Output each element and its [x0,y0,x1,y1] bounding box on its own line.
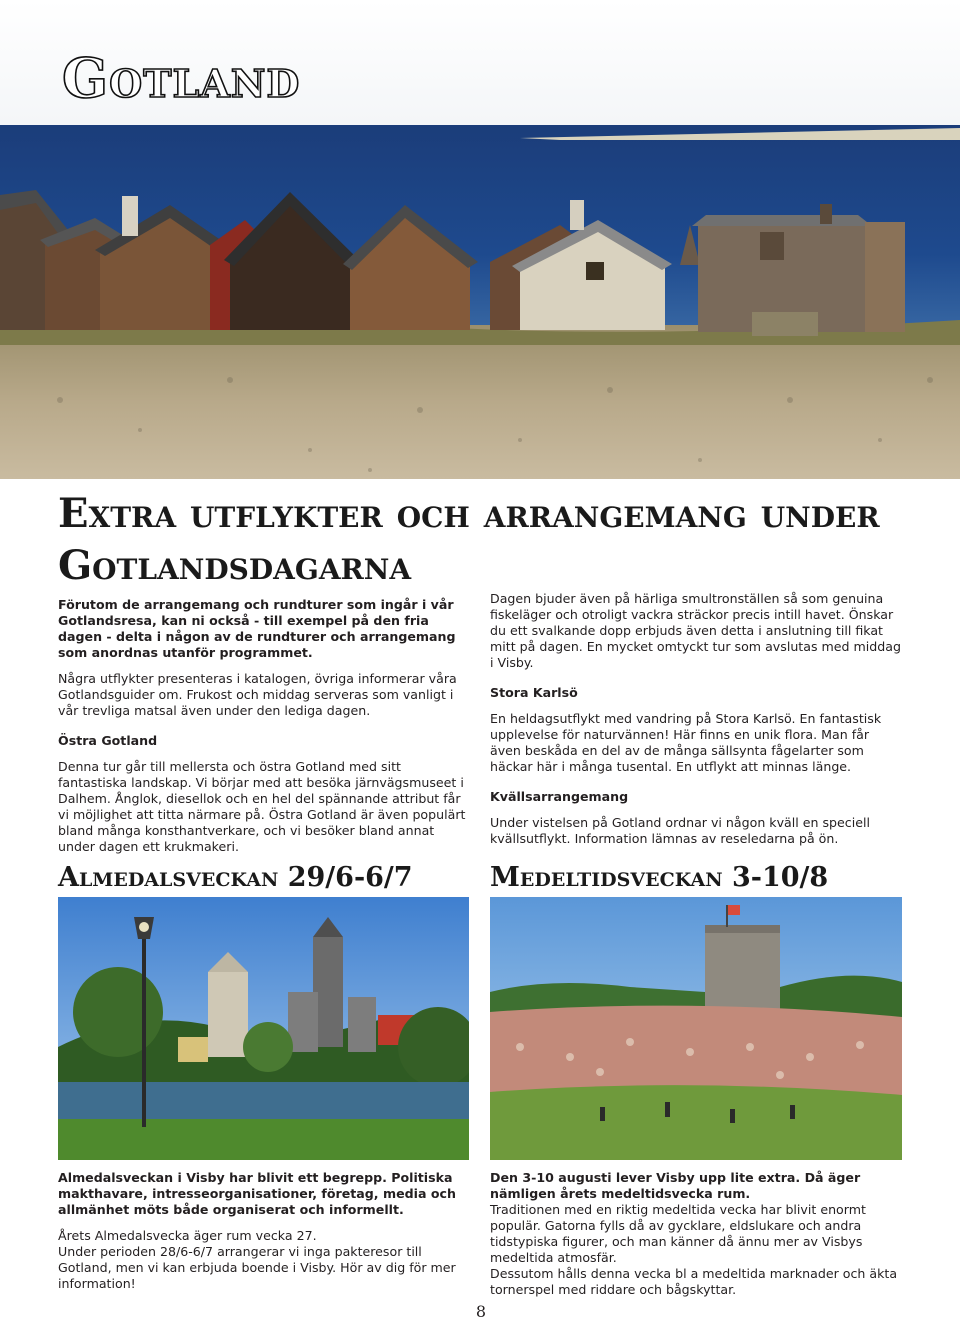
medeltidsveckan-caption-text1: Traditionen med en riktig medeltida vecka har blivit enormt populär. Gatorna fylls då av gycklare, eldslukare och andra tidstypiska figurer, och man känner då ännu mer av Visbys medeltida atmosfär. [490,1202,866,1265]
medeltidsveckan-caption-text2: Dessutom hålls denna vecka bl a medeltida marknader och äkta tornerspel med riddare och bågskyttar. [490,1266,898,1297]
medeltidsveckan-heading: Medeltidsveckan 3-10/8 [490,862,829,893]
medeltidsveckan-caption-bold: Den 3-10 augusti lever Visby upp lite extra. Då äger nämligen årets medeltidsvecka rum. [490,1170,861,1201]
almedalsveckan-caption-line2: Under perioden 28/6-6/7 arrangerar vi inga pakteresor till Gotland, men vi kan erbjuda boende i Visby. Hör av dig för mer information! [58,1244,456,1291]
kvallsarrangemang-title: Kvällsarrangemang [490,789,629,804]
page-number: 8 [475,1302,487,1321]
almedalsveckan-caption-line1: Årets Almedalsvecka äger rum vecka 27. [58,1228,317,1243]
almedalen-visby-photo [58,897,469,1160]
medeltidsveckan-caption [490,1170,902,1298]
right-column [490,591,902,857]
almedalsveckan-caption [58,1170,470,1302]
intro-bold: Förutom de arrangemang och rundturer som ingår i vår Gotlandsresa, kan ni också - till exempel på den fria dagen - delta i någon av de rundturer och arrangemang som anordnas utanför programmet. [58,597,456,660]
medeltidsveckan-tournament-photo [490,897,902,1160]
almedalsveckan-heading: Almedalsveckan 29/6-6/7 [58,862,413,893]
ostra-gotland-title: Östra Gotland [58,733,158,748]
stora-karlso-title: Stora Karlsö [490,685,578,700]
right-intro-text: Dagen bjuder även på härliga smultronställen så som genuina fiskeläger och otroligt vackra sträckor precis intill havet. Önskar du ett svalkande dopp erbjuds även detta i anslutning till fikat mitt på dagen. En mycket omtyckt tur som avslutas med middag i Visby. [490,591,901,670]
intro-text: Några utflykter presenteras i katalogen, övriga informerar våra Gotlandsguider om. Frukost och middag serveras som vanligt i vår trevliga matsal även under den lediga dagen. [58,671,457,718]
almedalsveckan-caption-bold: Almedalsveckan i Visby har blivit ett begrepp. Politiska makthavare, intresseorganisationer, företag, media och allmänhet möts både organiserat och informellt. [58,1170,456,1217]
page-title: Gotland [62,46,301,110]
ostra-gotland-text: Denna tur går till mellersta och östra Gotland med sitt fantastiska landskap. Vi börjar med att besöka järnvägsmuseet i Dalhem. Ånglok, diesellok och en hel del spännande attribut får vi möjlighet att titta närmare på. Östra Gotland är även populärt bland många konsthantverkare, och vi besöker bland annat under dagen ett krukmakeri. [58,759,466,854]
left-column [58,597,470,865]
stora-karlso-text: En heldagsutflykt med vandring på Stora Karlsö. En fantastisk upplevelse för naturvännen! Här finns en unik flora. Man får även beskåda en del av de många sällsynta fågelarter som häckar här i många tusental. En utflykt att minnas länge. [490,711,882,774]
section-heading: Extra utflykter och arrangemang under Gotlandsdagarna [58,490,880,589]
kvallsarrangemang-text: Under vistelsen på Gotland ordnar vi någon kväll en speciell kvällsutflykt. Information lämnas av reseledarna på ön. [490,815,870,846]
